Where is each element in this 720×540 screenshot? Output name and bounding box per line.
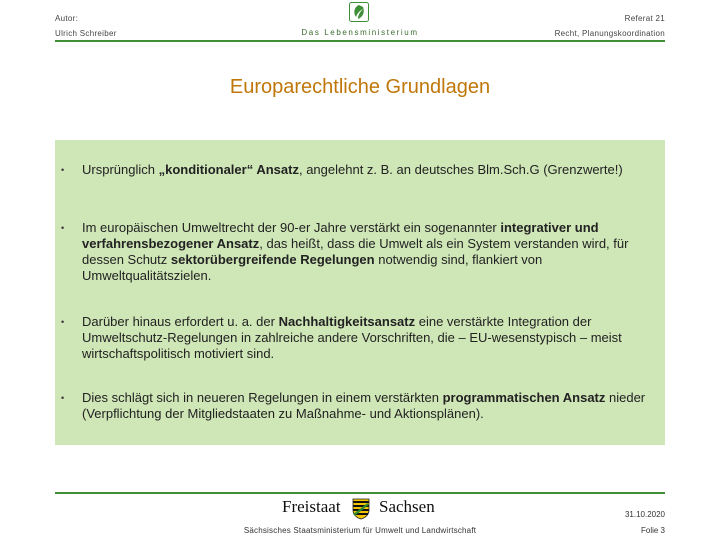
leaf-logo-icon	[349, 2, 369, 22]
header-divider	[55, 40, 665, 42]
ministry-name: Das Lebensministerium	[301, 28, 419, 37]
bold-text-segment: sektorübergreifende Regelungen	[170, 252, 375, 267]
text-segment: nieder (Verpflichtung der Mitgliedstaaten zu Maßnahme- und Aktionsplänen).	[82, 390, 646, 421]
author-name: Ulrich Schreiber	[55, 29, 117, 38]
department-label: Referat 21	[624, 14, 665, 23]
text-segment: , das heißt, dass die Umwelt als ein System verstanden wird, für dessen Schutz	[82, 236, 629, 267]
text-segment: eine verstärkte Integration der Umweltschutz-Regelungen in zahlreiche andere Vorschriften, die – EU-wesenstypisch – meist wirtschaftspolitisch motiviert sind.	[82, 314, 622, 361]
bold-text-segment: integrativer und verfahrensbezogener Ansatz	[82, 220, 599, 251]
bullet-text	[82, 162, 653, 178]
saxony-coat-of-arms-icon	[352, 498, 370, 520]
content-panel	[55, 140, 665, 445]
bold-text-segment: programmatischen Ansatz	[442, 390, 606, 405]
slide-title: Europarechtliche Grundlagen	[229, 76, 491, 98]
bold-text-segment: Nachhaltigkeitsansatz	[278, 314, 416, 329]
text-segment: notwendig sind, flankiert von Umweltqualitätszielen.	[82, 252, 543, 283]
department-description: Recht, Planungskoordination	[554, 29, 665, 38]
footer-date: 31.10.2020	[624, 510, 665, 519]
bullet-dot-icon: •	[61, 317, 65, 327]
bullet-text	[82, 220, 653, 284]
footer-ministry: Sächsisches Staatsministerium für Umwelt und Landwirtschaft	[243, 526, 477, 535]
bullet-text	[82, 390, 653, 422]
footer-divider	[55, 492, 665, 494]
bullet-dot-icon: •	[61, 223, 65, 233]
brand-sachsen: Sachsen	[379, 497, 435, 516]
text-segment: Ursprünglich	[82, 162, 159, 177]
bullet-text	[82, 314, 653, 362]
text-segment: Dies schlägt sich in neueren Regelungen in einem verstärkten	[82, 390, 443, 405]
bullet-dot-icon: •	[61, 165, 65, 175]
text-segment: Im europäischen Umweltrecht der 90-er Jahre verstärkt ein sogenannter	[82, 220, 501, 235]
brand-freistaat: Freistaat	[282, 497, 341, 516]
author-label: Autor:	[55, 14, 79, 23]
text-segment: Darüber hinaus erfordert u. a. der	[82, 314, 279, 329]
slide-number: Folie 3	[640, 526, 665, 535]
bold-text-segment: „konditionaler“ Ansatz	[158, 162, 299, 177]
text-segment: , angelehnt z. B. an deutsches Blm.Sch.G (Grenzwerte!)	[298, 162, 623, 177]
bullet-dot-icon: •	[61, 393, 65, 403]
